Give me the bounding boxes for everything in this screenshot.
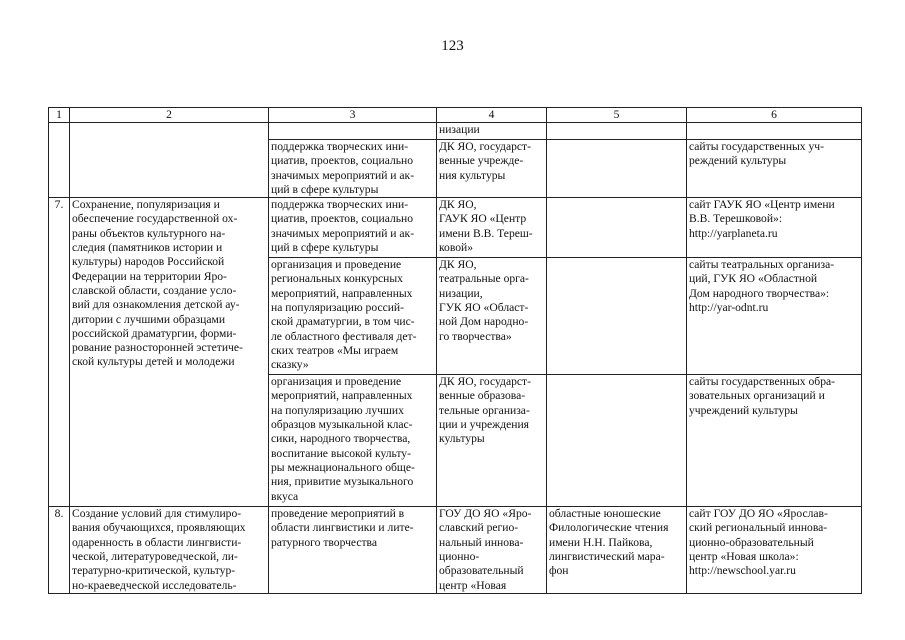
goal-cell xyxy=(70,123,269,198)
executor-cell: ДК ЯО, государст- венные образова- тельные организа- ции и учреждения культуры xyxy=(437,375,547,507)
row-number xyxy=(49,123,70,198)
row-number: 7. xyxy=(49,198,70,507)
header-col-5: 5 xyxy=(547,108,687,123)
activity-cell: поддержка творческих ини- циатив, проектов, социально значимых мероприятий и ак- ций в сфере культуры xyxy=(269,198,437,258)
page-number: 123 xyxy=(441,38,464,54)
event-cell: областные юношеские Филологические чтения имени Н.Н. Пайкова, лингвистический мара- фон xyxy=(547,507,687,594)
executor-cell: ДК ЯО, государст- венные учрежде- ния культуры xyxy=(437,140,547,198)
row-number: 8. xyxy=(49,507,70,594)
header-col-6: 6 xyxy=(687,108,862,123)
resource-cell: сайты государственных обра- зовательных организаций и учреждений культуры xyxy=(687,375,862,507)
header-col-2: 2 xyxy=(70,108,269,123)
event-cell xyxy=(547,375,687,507)
resource-cell: сайты театральных организа- ций, ГУК ЯО «Областной Дом народного творчества»: http://yar-odnt.ru xyxy=(687,258,862,375)
goal-cell: Создание условий для стимулиро- вания обучающихся, проявляющих одаренность в области лингвисти- ческой, литературоведческой, ли- тературно-критической, культур- но-краеведческой исследователь- xyxy=(70,507,269,594)
header-row xyxy=(49,108,862,123)
executor-cell: ДК ЯО, театральные орга- низации, ГУК ЯО «Област- ной Дом народно- го творчества» xyxy=(437,258,547,375)
table-row xyxy=(49,507,862,594)
header-col-4: 4 xyxy=(437,108,547,123)
event-cell xyxy=(547,198,687,258)
header-col-1: 1 xyxy=(49,108,70,123)
table-row xyxy=(49,198,862,258)
resource-cell: сайты государственных уч- реждений культуры xyxy=(687,140,862,198)
executor-cell: ГОУ ДО ЯО «Яро- славский регио- нальный иннова- ционно- образовательный центр «Новая xyxy=(437,507,547,594)
goal-cell: Сохранение, популяризация и обеспечение государственной ох- раны объектов культурного на- следия (памятников истории и культуры) народов Российской Федерации на территории Яро- славской области, создание усло- вий для ознакомления детской ау- дитории с лучшими образцами российской драматургии, форми- рование разносторонней эстетиче- ской культуры детей и молодежи xyxy=(70,198,269,507)
event-cell xyxy=(547,258,687,375)
document-table xyxy=(48,107,862,594)
executor-cell: низации xyxy=(437,123,547,140)
resource-cell: сайт ГАУК ЯО «Центр имени В.В. Терешковой»: http://yarplaneta.ru xyxy=(687,198,862,258)
table-row xyxy=(49,123,862,140)
activity-cell: организация и проведение мероприятий, направленных на популяризацию лучших образцов музыкальной клас- сики, народного творчества, воспитание высокой культу- ры межнационального обще- ния, привитие музыкального вкуса xyxy=(269,375,437,507)
activity-cell: организация и проведение региональных конкурсных мероприятий, направленных на популяризацию россий- ской драматургии, в том чис- ле областного фестиваля дет- ских театров «Мы играем сказку» xyxy=(269,258,437,375)
resource-cell: сайт ГОУ ДО ЯО «Ярослав- ский региональный иннова- ционно-образовательный центр «Новая школа»: http://newschool.yar.ru xyxy=(687,507,862,594)
resource-cell xyxy=(687,123,862,140)
activity-cell xyxy=(269,123,437,140)
event-cell xyxy=(547,123,687,140)
executor-cell: ДК ЯО, ГАУК ЯО «Центр имени В.В. Тереш- ковой» xyxy=(437,198,547,258)
activity-cell: поддержка творческих ини- циатив, проектов, социально значимых мероприятий и ак- ций в сфере культуры xyxy=(269,140,437,198)
event-cell xyxy=(547,140,687,198)
activity-cell: проведение мероприятий в области лингвистики и лите- ратурного творчества xyxy=(269,507,437,594)
header-col-3: 3 xyxy=(269,108,437,123)
